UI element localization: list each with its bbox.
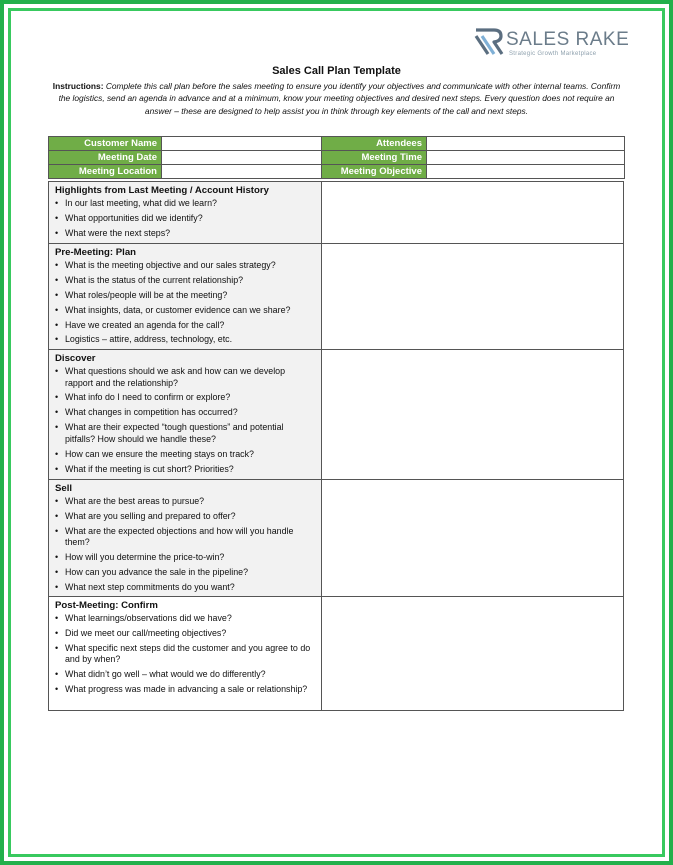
section-questions	[49, 480, 322, 596]
instructions	[50, 80, 623, 117]
logo-name: SALES RAKE	[506, 29, 630, 50]
question-item: • Did we meet our call/meeting objectives?	[55, 628, 315, 640]
attendees-label: Attendees	[322, 137, 427, 151]
section-notes-area[interactable]	[322, 244, 623, 349]
question-item: • What opportunities did we identify?	[55, 213, 315, 225]
section-title: Sell	[55, 483, 73, 494]
meeting-objective-label: Meeting Objective	[322, 165, 427, 179]
question-item: • What specific next steps did the customer and you agree to do and by when?	[55, 643, 315, 666]
section-pre-meeting	[49, 243, 623, 349]
instructions-text: Complete this call plan before the sales meeting to ensure you identify your objectives and communicate with other internal teams. Confirm the logistics, send an agenda in advance and at a minimum, know your meeting objectives and desired next steps. Every question does not require an answer – these are designed to help assist you in think through key elements of the call and next steps.	[58, 81, 621, 116]
section-questions	[49, 182, 322, 243]
question-item: • What next step commitments do you want?	[55, 582, 315, 594]
section-title: Pre-Meeting: Plan	[55, 247, 137, 258]
document-title: Sales Call Plan Template	[272, 65, 401, 77]
question-item: • What are their expected “tough questions” and potential pitfalls? How should we handle these?	[55, 422, 315, 445]
meeting-date-field[interactable]	[162, 151, 322, 165]
question-item: • What are you selling and prepared to offer?	[55, 511, 315, 523]
question-item: • What roles/people will be at the meeting?	[55, 290, 315, 302]
customer-name-field[interactable]	[162, 137, 322, 151]
section-title: Post-Meeting: Confirm	[55, 600, 158, 611]
question-item: • What are the expected objections and how will you handle them?	[55, 526, 315, 549]
meeting-time-field[interactable]	[427, 151, 625, 165]
question-item: • What info do I need to confirm or explore?	[55, 392, 315, 404]
section-discover	[49, 349, 623, 479]
question-item: • What changes in competition has occurred?	[55, 407, 315, 419]
question-item: • How can you advance the sale in the pipeline?	[55, 567, 315, 579]
section-highlights	[49, 182, 623, 243]
question-item: • What were the next steps?	[55, 228, 315, 240]
call-plan-sections	[48, 181, 624, 711]
question-item: • In our last meeting, what did we learn?	[55, 198, 315, 210]
customer-name-label: Customer Name	[49, 137, 162, 151]
meeting-objective-field[interactable]	[427, 165, 625, 179]
section-notes-area[interactable]	[322, 597, 623, 710]
meeting-location-field[interactable]	[162, 165, 322, 179]
question-item: • What are the best areas to pursue?	[55, 496, 315, 508]
question-item: • What didn’t go well – what would we do differently?	[55, 669, 315, 681]
meeting-time-label: Meeting Time	[322, 151, 427, 165]
meeting-date-label: Meeting Date	[49, 151, 162, 165]
section-title: Highlights from Last Meeting / Account History	[55, 185, 269, 196]
section-notes-area[interactable]	[322, 182, 623, 243]
question-item: • What if the meeting is cut short? Priorities?	[55, 464, 315, 476]
attendees-field[interactable]	[427, 137, 625, 151]
question-item: • What is the status of the current relationship?	[55, 275, 315, 287]
sales-rake-logo	[474, 27, 634, 61]
section-questions	[49, 244, 322, 349]
instructions-label: Instructions:	[52, 81, 104, 91]
rake-logo-icon	[474, 27, 508, 57]
question-item: • How can we ensure the meeting stays on track?	[55, 449, 315, 461]
question-item: • Have we created an agenda for the call?	[55, 320, 315, 332]
question-item: • What questions should we ask and how can we develop rapport and the relationship?	[55, 366, 315, 389]
meeting-details-table	[48, 136, 625, 179]
section-post-meeting	[49, 596, 623, 710]
section-notes-area[interactable]	[322, 480, 623, 596]
question-item: • What learnings/observations did we have?	[55, 613, 315, 625]
question-item: • How will you determine the price-to-win?	[55, 552, 315, 564]
question-item: • What insights, data, or customer evidence can we share?	[55, 305, 315, 317]
section-notes-area[interactable]	[322, 350, 623, 479]
logo-tagline: Strategic Growth Marketplace	[509, 51, 597, 57]
section-questions	[49, 350, 322, 479]
question-item: • What progress was made in advancing a sale or relationship?	[55, 684, 315, 696]
meeting-location-label: Meeting Location	[49, 165, 162, 179]
question-item: • Logistics – attire, address, technology, etc.	[55, 334, 315, 346]
section-title: Discover	[55, 353, 96, 364]
section-questions	[49, 597, 322, 710]
question-item: • What is the meeting objective and our sales strategy?	[55, 260, 315, 272]
section-sell	[49, 479, 623, 596]
